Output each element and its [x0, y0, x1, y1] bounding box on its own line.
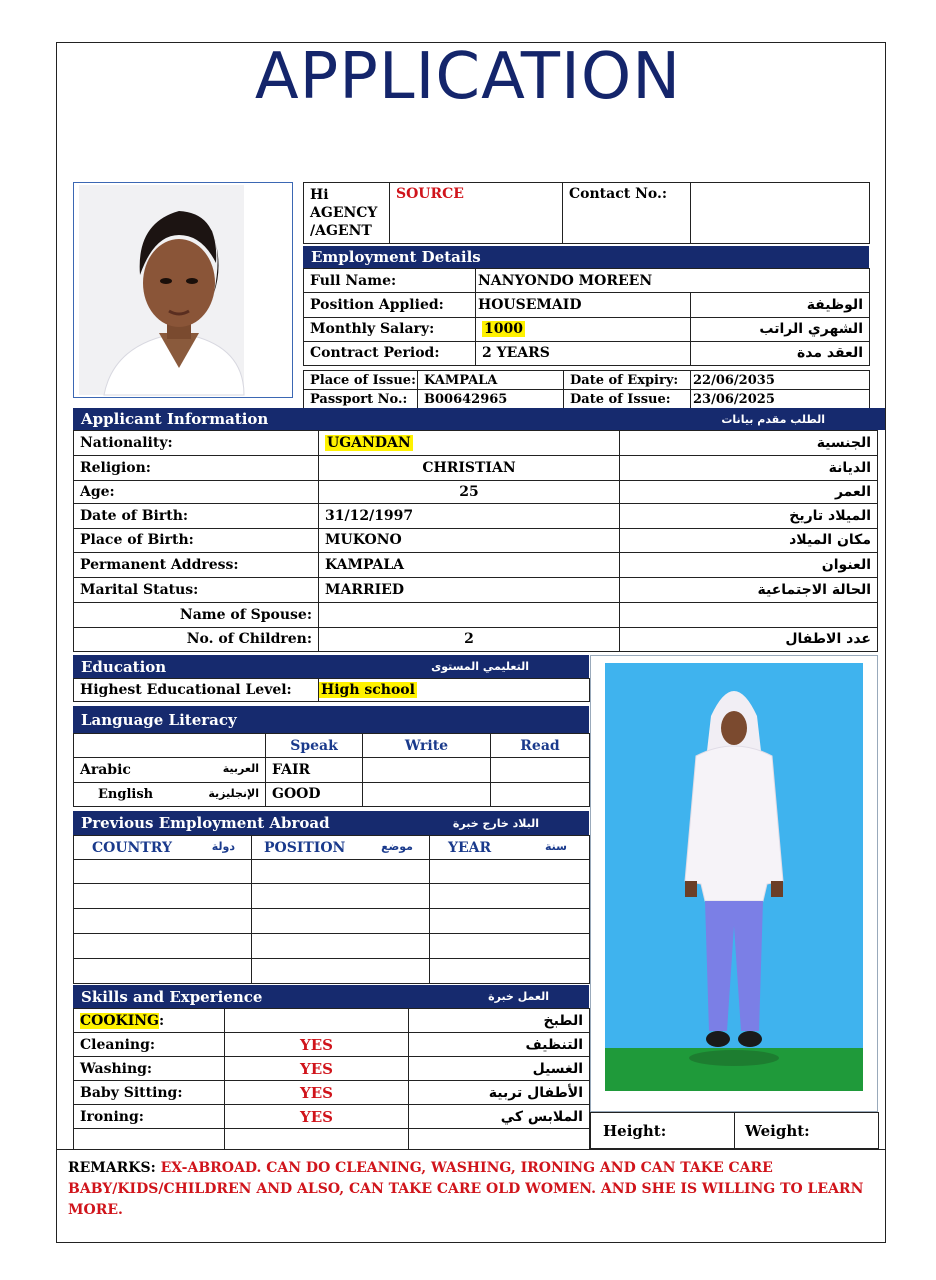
applicant-value: KAMPALA: [325, 556, 405, 573]
previous-table: [73, 835, 590, 984]
applicant-value-cell: [319, 431, 620, 456]
applicant-value-cell: [319, 528, 620, 552]
skill-value: YES: [225, 1081, 409, 1105]
education-table: [73, 678, 590, 702]
skill-label: Baby Sitting:: [80, 1084, 183, 1101]
language-ar: الإنجليزية: [208, 786, 259, 800]
empty-cell: [430, 909, 590, 934]
applicant-label: Age:: [74, 480, 319, 503]
applicant-row: [74, 603, 878, 627]
language-name: English: [98, 786, 154, 802]
col-position-ar: موضع: [381, 839, 413, 853]
col-speak: Speak: [266, 734, 363, 758]
language-row-english: [74, 782, 266, 806]
skill-label: COOKING: [80, 1012, 160, 1029]
col-year-ar: سنة: [545, 839, 567, 853]
applicant-value: MUKONO: [325, 532, 402, 549]
applicant-row: [74, 504, 878, 528]
skill-ar: الطبخ: [409, 1009, 590, 1033]
contact-value: [691, 183, 870, 244]
skill-label-cell: [74, 1033, 225, 1057]
applicant-table: [73, 430, 878, 652]
salary-label: Monthly Salary:: [304, 317, 476, 341]
skill-value: YES: [225, 1105, 409, 1129]
passport-table: [303, 370, 870, 409]
source-value: SOURCE: [390, 183, 563, 244]
applicant-value: 31/12/1997: [325, 508, 414, 525]
weight-label: Weight:: [735, 1113, 879, 1149]
full-name-value: NANYONDO MOREEN: [476, 269, 870, 293]
applicant-ar: العنوان: [620, 553, 878, 577]
arabic-write: [363, 758, 491, 782]
empty-cell: [74, 860, 252, 884]
skill-row: [74, 1033, 590, 1057]
applicant-label: No. of Children:: [74, 627, 319, 651]
skill-ar: التنظيف: [409, 1033, 590, 1057]
language-table: [73, 733, 590, 807]
empty-cell: [430, 860, 590, 884]
applicant-label: Nationality:: [74, 431, 319, 456]
employment-header-label: Employment Details: [311, 248, 481, 266]
education-header: [73, 655, 589, 678]
passport-no-value: B00642965: [418, 390, 564, 409]
applicant-header-label: Applicant Information: [81, 410, 269, 428]
skills-header-ar: العمل خبرة: [488, 990, 549, 1003]
applicant-value: 25: [459, 484, 479, 501]
education-level-label: Highest Educational Level:: [74, 679, 319, 702]
empty-cell: [252, 959, 430, 984]
remarks-label: REMARKS:: [68, 1160, 156, 1176]
empty-cell: [252, 884, 430, 909]
applicant-value-cell: [319, 553, 620, 577]
applicant-label: Permanent Address:: [74, 553, 319, 577]
applicant-value: CHRISTIAN: [422, 460, 516, 477]
position-label: Position Applied:: [304, 293, 476, 317]
col-country: [74, 836, 252, 860]
fullbody-photo: [591, 656, 877, 1111]
col-read: Read: [491, 734, 590, 758]
applicant-label: Name of Spouse:: [74, 603, 319, 627]
applicant-label: Religion:: [74, 456, 319, 480]
english-read: [491, 782, 590, 806]
salary-ar: الشهري الراتب: [691, 317, 870, 341]
portrait-photo: [74, 183, 292, 397]
position-value: HOUSEMAID: [476, 293, 691, 317]
employment-header: [303, 246, 869, 268]
empty-cell: [430, 884, 590, 909]
skill-value: YES: [225, 1057, 409, 1081]
skill-ar: الغسيل: [409, 1057, 590, 1081]
skill-label-cell: [74, 1105, 225, 1129]
applicant-header-ar: الطلب مقدم بيانات: [721, 412, 825, 426]
applicant-value-cell: [319, 577, 620, 602]
skill-colon: :: [159, 1012, 165, 1029]
skill-row: [74, 1009, 590, 1033]
expiry-label: Date of Expiry:: [564, 371, 691, 390]
language-corner: [74, 734, 266, 758]
skill-label: Ironing:: [80, 1108, 144, 1125]
place-of-issue-label: Place of Issue:: [304, 371, 418, 390]
applicant-value-cell: [319, 480, 620, 503]
applicant-row: [74, 577, 878, 602]
applicant-row: [74, 480, 878, 503]
education-level-value: High school: [321, 682, 415, 698]
empty-cell: [74, 934, 252, 959]
page-title: APPLICATION: [254, 40, 682, 114]
skills-table: [73, 1008, 590, 1150]
skill-row-empty: [74, 1129, 590, 1150]
height-label: Height:: [591, 1113, 735, 1149]
language-header: [73, 706, 589, 733]
agency-label: Hi AGENCY /AGENT: [304, 183, 390, 244]
skills-header-label: Skills and Experience: [81, 987, 263, 1006]
full-name-label: Full Name:: [304, 269, 476, 293]
remarks-text: EX-ABROAD. CAN DO CLEANING, WASHING, IRONING AND CAN TAKE CARE BABY/KIDS/CHILDREN AND ALSO, CAN TAKE CARE OLD WOMEN. AND SHE IS WILLING TO LEARN MORE.: [68, 1160, 864, 1218]
applicant-value: UGANDAN: [327, 435, 411, 452]
applicant-value-cell: [319, 627, 620, 651]
place-of-issue-value: KAMPALA: [418, 371, 564, 390]
col-position-label: POSITION: [264, 839, 346, 856]
empty-cell: [252, 909, 430, 934]
empty-cell: [74, 959, 252, 984]
previous-header-ar: البلاد خارج خبرة: [452, 816, 539, 830]
skill-label-cell: [74, 1009, 225, 1033]
applicant-ar: الديانة: [620, 456, 878, 480]
col-year: [430, 836, 590, 860]
language-ar: العربية: [222, 761, 259, 775]
applicant-ar: العمر: [620, 480, 878, 503]
skill-label: Washing:: [80, 1060, 153, 1077]
previous-header: [73, 811, 589, 835]
empty-cell: [409, 1129, 590, 1150]
applicant-value-cell: [319, 456, 620, 480]
applicant-row: [74, 627, 878, 651]
skill-label-cell: [74, 1057, 225, 1081]
issue-value: 23/06/2025: [691, 390, 870, 409]
applicant-ar: الميلاد تاريخ: [620, 504, 878, 528]
education-header-ar: التعليمي المستوى: [431, 660, 529, 673]
fullbody-photo-frame: [590, 655, 878, 1112]
empty-cell: [252, 860, 430, 884]
col-position: [252, 836, 430, 860]
language-name: Arabic: [80, 761, 131, 778]
skill-label: Cleaning:: [80, 1036, 156, 1053]
skill-row: [74, 1105, 590, 1129]
applicant-label: Place of Birth:: [74, 528, 319, 552]
skill-ar: الأطفال تربية: [409, 1081, 590, 1105]
skill-value: [225, 1009, 409, 1033]
applicant-ar: عدد الاطفال: [620, 627, 878, 651]
language-row-arabic: [74, 758, 266, 782]
skill-row: [74, 1081, 590, 1105]
salary-value: 1000: [484, 321, 523, 338]
applicant-row: [74, 456, 878, 480]
applicant-header: [73, 408, 885, 430]
skill-row: [74, 1057, 590, 1081]
position-ar: الوظيفة: [691, 293, 870, 317]
passport-no-label: Passport No.:: [304, 390, 418, 409]
contact-label: Contact No.:: [563, 183, 691, 244]
empty-cell: [430, 959, 590, 984]
applicant-row: [74, 431, 878, 456]
language-header-label: Language Literacy: [81, 710, 237, 729]
english-write: [363, 782, 491, 806]
portrait-photo-frame: [73, 182, 293, 398]
previous-header-label: Previous Employment Abroad: [81, 814, 330, 832]
empty-cell: [430, 934, 590, 959]
applicant-row: [74, 528, 878, 552]
empty-cell: [74, 909, 252, 934]
applicant-ar: الحالة الاجتماعية: [620, 577, 878, 602]
applicant-ar: الجنسية: [620, 431, 878, 456]
arabic-read: [491, 758, 590, 782]
education-header-label: Education: [81, 657, 167, 676]
empty-cell: [252, 934, 430, 959]
divider: [56, 1149, 886, 1150]
col-year-label: YEAR: [448, 839, 492, 856]
arabic-speak: FAIR: [266, 758, 363, 782]
skill-value: YES: [225, 1033, 409, 1057]
skill-ar: الملابس كي: [409, 1105, 590, 1129]
contract-ar: العقد مدة: [691, 341, 870, 365]
applicant-label: Marital Status:: [74, 577, 319, 602]
body-measure-table: [590, 1112, 879, 1149]
applicant-value-cell: [319, 504, 620, 528]
applicant-label: Date of Birth:: [74, 504, 319, 528]
expiry-value: 22/06/2035: [691, 371, 870, 390]
applicant-ar: مكان الميلاد: [620, 528, 878, 552]
applicant-value: MARRIED: [325, 581, 404, 598]
col-country-ar: دولة: [211, 839, 235, 853]
remarks: [68, 1158, 868, 1221]
empty-cell: [225, 1129, 409, 1150]
contract-label: Contract Period:: [304, 341, 476, 365]
empty-cell: [74, 1129, 225, 1150]
applicant-ar: [620, 603, 878, 627]
employment-table: [303, 268, 870, 366]
col-write: Write: [363, 734, 491, 758]
english-speak: GOOD: [266, 782, 363, 806]
empty-cell: [74, 884, 252, 909]
col-country-label: COUNTRY: [92, 839, 172, 856]
contract-value: 2 YEARS: [476, 341, 691, 365]
skill-label-cell: [74, 1081, 225, 1105]
applicant-value-cell: [319, 603, 620, 627]
applicant-row: [74, 553, 878, 577]
agency-table: [303, 182, 870, 244]
issue-label: Date of Issue:: [564, 390, 691, 409]
skills-header: [73, 985, 589, 1008]
applicant-value: 2: [464, 631, 474, 648]
